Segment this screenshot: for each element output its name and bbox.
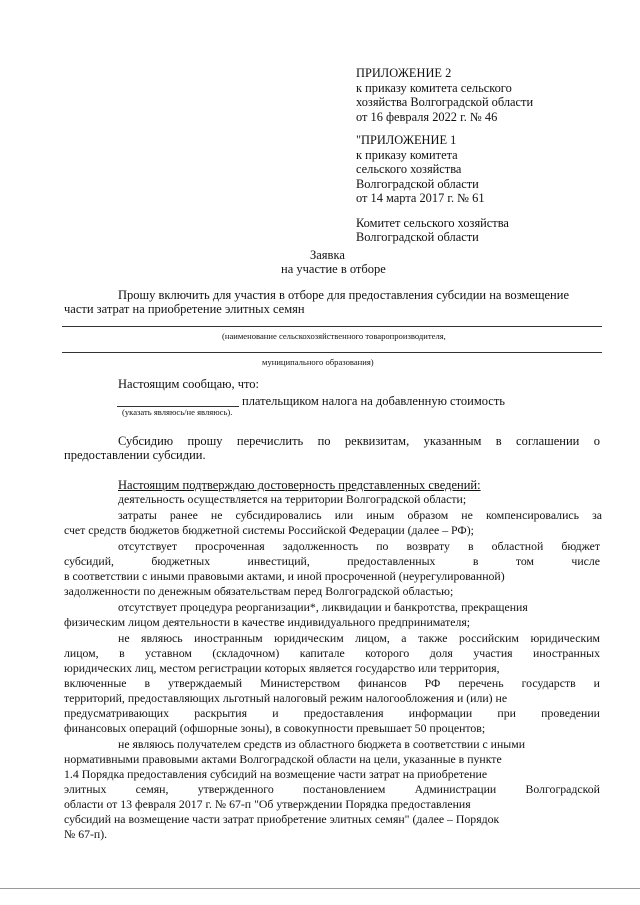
- confirm-item: субсидий, бюджетных инвестиций, предоставленных в том числе: [64, 554, 600, 568]
- confirm-item: в соответствии с иными правовыми актами, и иной просроченной (неурегулированной): [64, 569, 505, 583]
- confirm-item: счет средств бюджетов бюджетной системы Российской Федерации (далее – РФ);: [64, 523, 474, 537]
- document-subtitle: на участие в отборе: [281, 262, 386, 276]
- document-title: Заявка: [310, 248, 345, 262]
- appendix-date: от 16 февраля 2022 г. № 46: [356, 109, 498, 124]
- fill-hint: муниципального образования): [262, 357, 374, 367]
- confirm-item: включенные в утверждаемый Министерством финансов РФ перечень государств и: [64, 676, 600, 690]
- confirm-item: не являюсь иностранным юридическим лицом, а также российским юридическим: [118, 631, 600, 645]
- fill-line: [62, 326, 602, 327]
- sub-appendix-title: "ПРИЛОЖЕНИЕ 1: [356, 133, 457, 147]
- confirm-item: не являюсь получателем средств из областного бюджета в соответствии с иными: [118, 737, 526, 751]
- confirm-item: субсидий на возмещение части затрат приобретение элитных семян" (далее – Порядок: [64, 812, 500, 826]
- confirm-item: территорий, предоставляющих льготный налоговый режим налогообложения и (или) не: [64, 691, 508, 705]
- confirm-item: физическим лицом деятельности в качестве индивидуального предпринимателя;: [64, 615, 471, 629]
- appendix-line: хозяйства Волгоградской области: [356, 95, 534, 109]
- confirm-item: задолженности по денежным обязательствам перед Волгоградской областью;: [64, 584, 454, 598]
- sub-appendix-line: Волгоградской области: [356, 176, 479, 191]
- sub-appendix-date: от 14 марта 2017 г. № 61: [356, 191, 485, 205]
- subsidy-text: Субсидию прошу перечислить по реквизитам, указанным в соглашении о: [118, 434, 600, 448]
- request-text: Прошу включить для участия в отборе для предоставления субсидии на возмещение: [118, 288, 569, 302]
- request-text: части затрат на приобретение элитных семян: [64, 302, 305, 316]
- scan-edge-line: [0, 888, 640, 889]
- confirm-item: нормативными правовыми актами Волгоградской области на цели, указанные в пункте: [64, 752, 502, 766]
- vat-intro: Настоящим сообщаю, что:: [118, 377, 260, 391]
- confirm-item: деятельность осуществляется на территории Волгоградской области;: [118, 492, 467, 506]
- confirm-item: лицом, в уставном (складочном) капитале которого доля участия иностранных: [64, 646, 600, 660]
- confirm-item: элитных семян, утвержденного постановлением Администрации Волгоградской: [64, 782, 600, 796]
- sub-appendix-line: сельского хозяйства: [356, 162, 462, 176]
- confirm-item: предусматривающих раскрытия и предоставления информации при проведении: [64, 706, 600, 720]
- sub-appendix-line: к приказу комитета: [356, 147, 458, 162]
- addressee: Комитет сельского хозяйства: [356, 215, 509, 230]
- confirm-item: отсутствует просроченная задолженность по возврату в областной бюджет: [118, 539, 600, 553]
- confirm-item: затраты ранее не субсидировались или иным образом не компенсировались за: [118, 508, 602, 522]
- addressee: Волгоградской области: [356, 230, 479, 244]
- confirm-item: 1.4 Порядка предоставления субсидий на возмещение части затрат на приобретение: [64, 767, 488, 781]
- subsidy-text: предоставлении субсидии.: [64, 448, 206, 462]
- vat-text: плательщиком налога на добавленную стоимость: [242, 394, 506, 408]
- appendix-line: к приказу комитета сельского: [356, 80, 512, 95]
- vat-hint: (указать являюсь/не являюсь).: [122, 407, 233, 417]
- confirm-item: финансовых операций (офшорные зоны), в совокупности превышает 50 процентов;: [64, 721, 486, 735]
- confirm-item: области от 13 февраля 2017 г. № 67-п "Об утверждении Порядка предоставления: [64, 797, 471, 811]
- confirm-heading: Настоящим подтверждаю достоверность представленных сведений:: [118, 478, 481, 492]
- confirm-item: отсутствует процедура реорганизации*, ликвидации и банкротства, прекращения: [118, 600, 528, 614]
- fill-hint: (наименование сельскохозяйственного товаропроизводителя,: [222, 331, 446, 341]
- confirm-item: № 67-п).: [64, 827, 108, 841]
- appendix-title: ПРИЛОЖЕНИЕ 2: [356, 66, 452, 80]
- header-block: [356, 66, 626, 245]
- confirm-item: юридических лиц, местом регистрации которых является государство или территория,: [64, 661, 500, 675]
- fill-line: [62, 352, 602, 353]
